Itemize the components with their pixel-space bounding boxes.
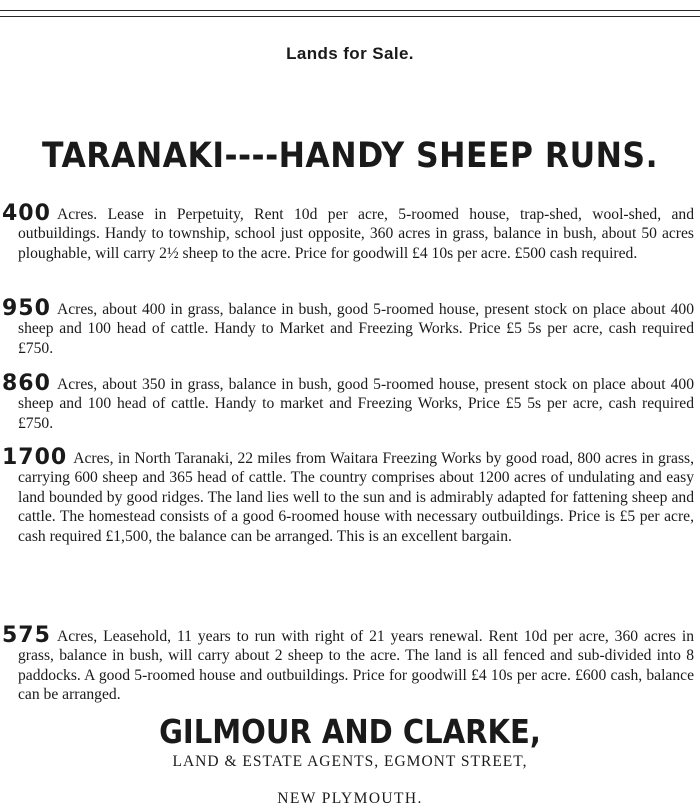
listing-acreage: 860 (2, 371, 51, 396)
listing-acreage: 400 (2, 201, 51, 226)
listing-950-acres (2, 296, 694, 358)
section-title: Lands for Sale. (286, 44, 414, 63)
firm-town: NEW PLYMOUTH. (277, 790, 423, 807)
listing-1700-acres (2, 445, 694, 546)
firm-description: LAND & ESTATE AGENTS, EGMONT STREET, (172, 753, 528, 770)
listing-575-acres (2, 623, 694, 705)
listing-text: Acres, Leasehold, 11 years to run with right of 21 years renewal. Rent 10d per acre, 360 acres in grass, balance in bush, will carry about 2 sheep to the acre. The land is all fenced and sub-divided into 8 paddocks. A good 5-roomed house and outbuildings. Price for goodwill £4 10s per acre. £600 cash, balance can be arranged. (18, 628, 694, 704)
listing-text: Acres, in North Taranaki, 22 miles from Waitara Freezing Works by good road, 800 acres in grass, carrying 600 sheep and 365 head of cattle. The country comprises about 1200 acres of undulating and easy land bounded by good ridges. The land lies well to the sun and is admirably adapted for fattening sheep and cattle. The homestead consists of a good 6-roomed house with necessary outbuildings. Price is £5 per acre, cash required £1,500, the balance can be arranged. This is an excellent bargain. (18, 450, 694, 545)
headline: TARANAKI----HANDY SHEEP RUNS. (41, 136, 658, 176)
listing-acreage: 1700 (2, 445, 68, 470)
listing-acreage: 575 (2, 623, 51, 648)
listing-acreage: 950 (2, 296, 51, 321)
listing-860-acres (2, 371, 694, 433)
firm-name: GILMOUR AND CLARKE, (159, 712, 541, 751)
listing-400-acres (2, 201, 694, 263)
listing-text: Acres, about 400 in grass, balance in bush, good 5-roomed house, present stock on place about 400 sheep and 100 head of cattle. Handy to Market and Freezing Works. Price £5 5s per acre, cash required £750. (18, 301, 694, 357)
listing-text: Acres. Lease in Perpetuity, Rent 10d per acre, 5-roomed house, trap-shed, wool-shed, and outbuildings. Handy to township, school just opposite, 360 acres in grass, balance in bush, about 50 acres ploughable, will carry 2½ sheep to the acre. Price for goodwill £4 10s per acre. £500 cash required. (18, 206, 694, 262)
listing-text: Acres, about 350 in grass, balance in bush, good 5-roomed house, present stock on place about 400 sheep and 100 head of cattle. Handy to market and Freezing Works, Price £5 5s per acre, cash required £750. (18, 376, 694, 432)
top-rule-secondary (0, 16, 700, 17)
top-rule (0, 10, 700, 11)
